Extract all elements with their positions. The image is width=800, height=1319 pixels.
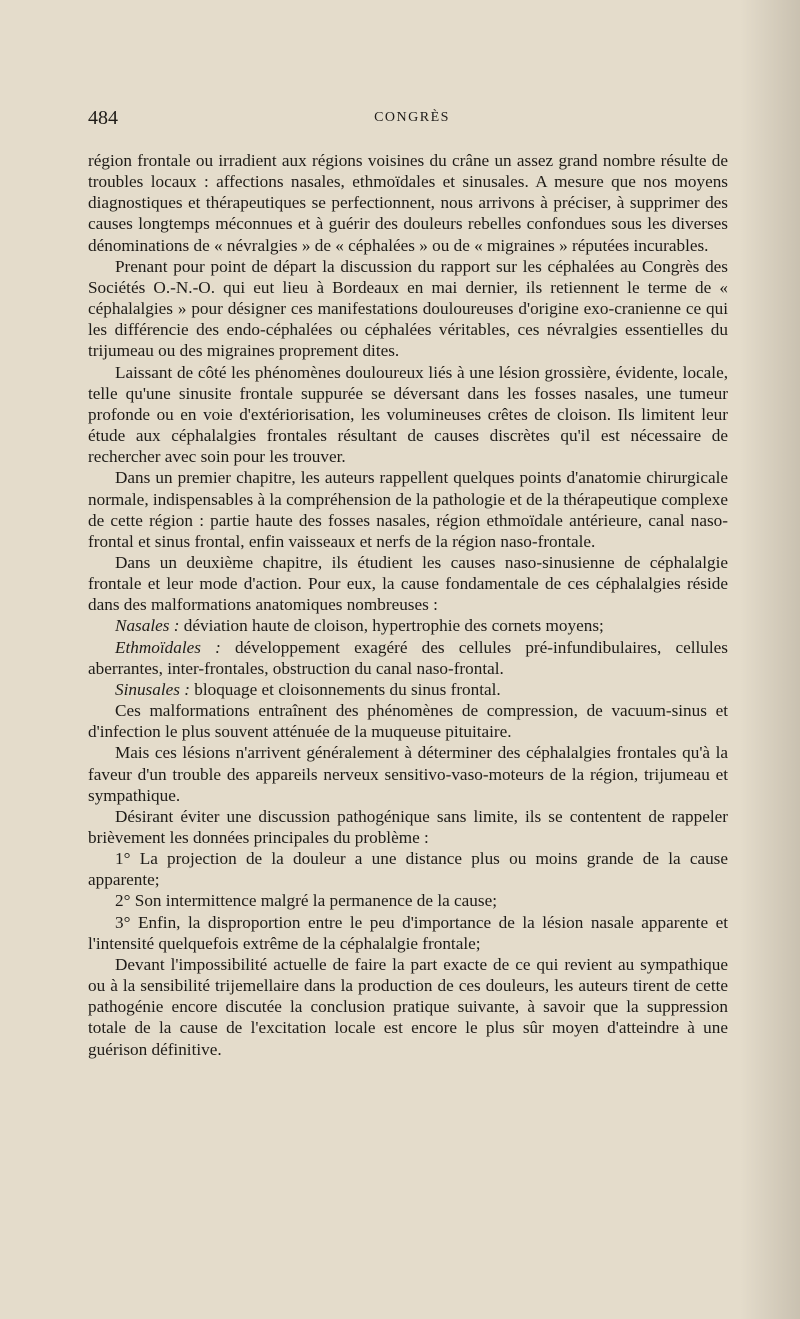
list-item-ethmoidales <box>88 637 728 679</box>
paragraph-malformations: Ces malformations entraînent des phénomènes de compression, de vacuum-sinus et d'infection le plus souvent atténuée de la muqueuse pituitaire. <box>88 701 728 742</box>
list-item-sinusales <box>88 679 728 700</box>
paragraph-1: région frontale ou irradient aux régions voisines du crâne un assez grand nombre résulte de troubles locaux : affections nasales, ethmoïdales et sinusales. A mesure que nos moyens diagnostiques et thérapeutiques se perfectionnent, nous arrivons à préciser, à supprimer des causes longtemps méconnues et à guérir des douleurs rebelles confondues sous les diverses dénominations de « névralgies » de « céphalées » ou de « migraines » réputées incurables. <box>88 151 728 255</box>
term-sinusales: Sinusales : <box>115 679 190 699</box>
description-sinusales: bloquage et cloisonnements du sinus frontal. <box>189 679 501 699</box>
page-header <box>88 104 736 134</box>
paragraph-2: Prenant pour point de départ la discussion du rapport sur les céphalées au Congrès des Sociétés O.-N.-O. qui eut lieu à Bordeaux en mai dernier, ils retiennent le terme de « céphalalgies » pour désigner ces manifestations douloureuses d'origine exo-cranienne ce qui les différencie des endo-céphalées ou céphalées véritables, ces névralgies essentielles du trijumeau ou des migraines proprement dites. <box>88 256 728 361</box>
numbered-item-2: 2° Son intermittence malgré la permanence de la cause; <box>115 891 497 911</box>
paragraph-problem: Désirant éviter une discussion pathogénique sans limite, ils se contentent de rappeler brièvement les données principales du problème : <box>88 806 728 847</box>
paragraph-4: Dans un premier chapitre, les auteurs rappellent quelques points d'anatomie chirurgicale normale, indispensables à la compréhension de la pathologie et de la thérapeutique complexe de cette région : partie haute des fosses nasales, région ethmoïdale antérieure, canal naso-frontal et sinus frontal, enfin vaisseaux et nerfs de la région naso-frontale. <box>88 468 729 551</box>
paragraph-conclusion: Devant l'impossibilité actuelle de faire la part exacte de ce qui revient au sympathique ou à la sensibilité trijemellaire dans la production de ces douleurs, les auteurs tirent de cette pathogénie encore discutée la conclusion pratique suivante, à savoir que la suppression totale de la cause de l'excitation locale est encore le plus sûr moyen d'atteindre à une guérison définitive. <box>88 954 728 1059</box>
numbered-item-1: 1° La projection de la douleur a une distance plus ou moins grande de la cause apparente; <box>88 849 728 890</box>
term-nasales: Nasales : <box>115 616 180 636</box>
description-ethmoidales: développement exagéré des cellules pré-infundibulaires, cellules aberrantes, inter-frontales, obstruction du canal naso-frontal. <box>88 637 728 678</box>
paragraph-5: Dans un deuxième chapitre, ils étudient les causes naso-sinusienne de céphalalgie frontale et leur mode d'action. Pour eux, la cause fondamentale de ces céphalalgies réside dans des malformations anatomiques nombreuses : <box>88 552 728 615</box>
term-ethmoidales: Ethmoïdales : <box>115 637 221 657</box>
page-number: 484 <box>88 107 118 129</box>
paragraph-3: Laissant de côté les phénomènes douloureux liés à une lésion grossière, évidente, locale, telle qu'une sinusite frontale suppurée se déversant dans les fosses nasales, une tumeur profonde ou en voie d'extériorisation, les volumineuses crêtes de cloison. Ils limitent leur étude aux céphalalgies frontales résultant de causes discrètes qu'il est nécessaire de rechercher avec soin pour les trouver. <box>88 362 728 467</box>
paragraph-lesions: Mais ces lésions n'arrivent généralement à déterminer des céphalalgies frontales qu'à la faveur d'un trouble des appareils nerveux sensitivo-vaso-moteurs de la région, trijumeau et sympathique. <box>88 743 728 805</box>
numbered-item-3: 3° Enfin, la disproportion entre le peu d'importance de la lésion nasale apparente et l'intensité quelquefois extrême de la céphalalgie frontale; <box>88 912 728 953</box>
page-edge-shadow <box>740 0 800 1319</box>
article-body <box>88 150 728 1060</box>
description-nasales: déviation haute de cloison, hypertrophie des cornets moyens; <box>179 616 604 636</box>
list-item-nasales <box>88 615 728 636</box>
running-head: CONGRÈS <box>374 110 450 125</box>
